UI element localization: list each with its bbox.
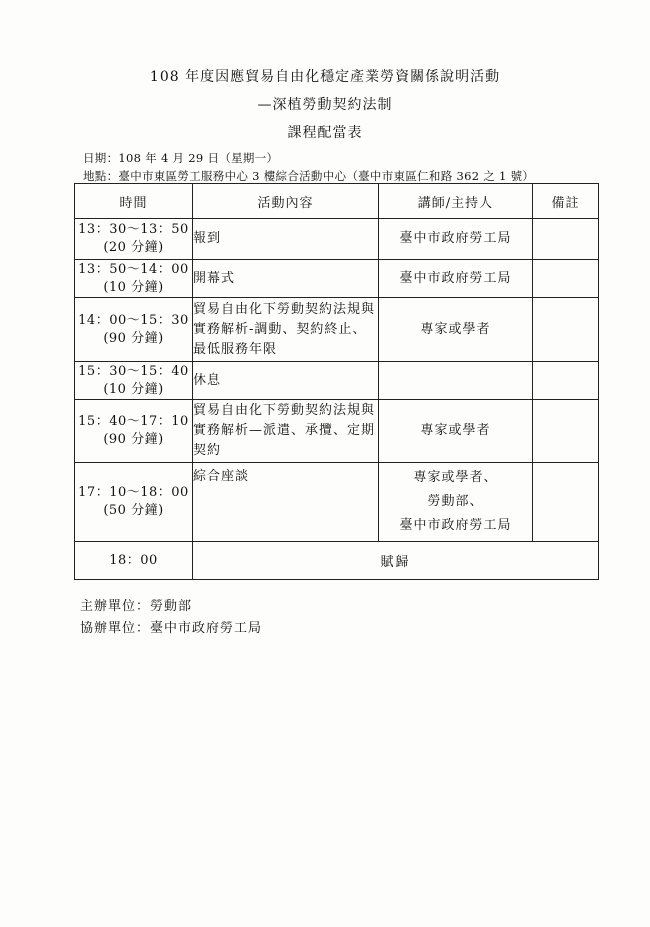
time-range: 15：40～17：10 <box>78 414 189 429</box>
document-title: 108 年度因應貿易自由化穩定產業勞資關係說明活動 <box>149 69 501 85</box>
activity-cell: 開幕式 <box>193 260 379 298</box>
time-range: 13：30～13：50 <box>78 222 189 237</box>
time-cell <box>75 463 193 542</box>
time-cell <box>75 260 193 298</box>
host-cell: 臺中市政府勞工局 <box>379 260 533 298</box>
host-line: 勞動部、 <box>427 494 484 509</box>
note-cell <box>533 362 599 400</box>
note-cell <box>533 463 599 542</box>
table-row <box>75 400 599 463</box>
schedule-heading: 課程配當表 <box>287 125 363 141</box>
co-organizer: 協辦單位：臺中市政府勞工局 <box>80 621 263 636</box>
note-cell <box>533 219 599 260</box>
closing-time: 18：00 <box>75 542 193 580</box>
table-header-row <box>75 184 599 219</box>
closing-row <box>75 542 599 580</box>
duration: (50 分鐘) <box>103 503 164 518</box>
duration: (10 分鐘) <box>103 279 164 295</box>
time-cell <box>75 298 193 362</box>
activity-cell: 報到 <box>193 219 379 260</box>
host-cell: 專家或學者 <box>379 400 533 463</box>
activity-cell: 休息 <box>193 362 379 400</box>
closing-label: 賦歸 <box>193 542 599 580</box>
header-time: 時間 <box>75 184 193 219</box>
note-cell <box>533 400 599 463</box>
host-line: 專家或學者、 <box>413 470 498 485</box>
time-range: 17：10～18：00 <box>78 485 189 500</box>
table-row <box>75 260 599 298</box>
note-cell <box>533 260 599 298</box>
duration: (20 分鐘) <box>103 240 164 255</box>
time-cell <box>75 400 193 463</box>
host-cell <box>379 463 533 542</box>
time-range: 15：30～15：40 <box>78 363 189 379</box>
header-activity: 活動內容 <box>193 184 379 219</box>
event-date: 日期：108 年 4 月 29 日（星期一） <box>83 151 279 165</box>
host-cell: 臺中市政府勞工局 <box>379 219 533 260</box>
duration: (90 分鐘) <box>103 432 164 447</box>
time-range: 13：50～14：00 <box>78 261 189 277</box>
table-row <box>75 362 599 400</box>
table-row <box>75 219 599 260</box>
activity-cell: 貿易自由化下勞動契約法規與實務解析—派遣、承攬、定期契約 <box>193 400 379 463</box>
activity-cell: 貿易自由化下勞動契約法規與實務解析-調動、契約終止、最低服務年限 <box>193 298 379 362</box>
host-cell <box>379 362 533 400</box>
table-row <box>75 298 599 362</box>
document-subtitle: —深植勞動契約法制 <box>257 97 393 113</box>
duration: (10 分鐘) <box>103 381 164 397</box>
schedule-table <box>74 183 599 580</box>
organizer: 主辦單位：勞動部 <box>80 599 193 614</box>
header-host: 講師/主持人 <box>379 184 533 219</box>
time-cell <box>75 219 193 260</box>
note-cell <box>533 298 599 362</box>
time-range: 14：00～15：30 <box>78 312 189 328</box>
activity-cell: 綜合座談 <box>193 463 379 542</box>
table-row <box>75 463 599 542</box>
host-cell: 專家或學者 <box>379 298 533 362</box>
host-line: 臺中市政府勞工局 <box>399 518 512 533</box>
header-note: 備註 <box>533 184 599 219</box>
duration: (90 分鐘) <box>103 330 164 346</box>
time-cell <box>75 362 193 400</box>
event-location: 地點：臺中市東區勞工服務中心 3 樓綜合活動中心（臺中市東區仁和路 362 之 1 號） <box>83 169 535 183</box>
